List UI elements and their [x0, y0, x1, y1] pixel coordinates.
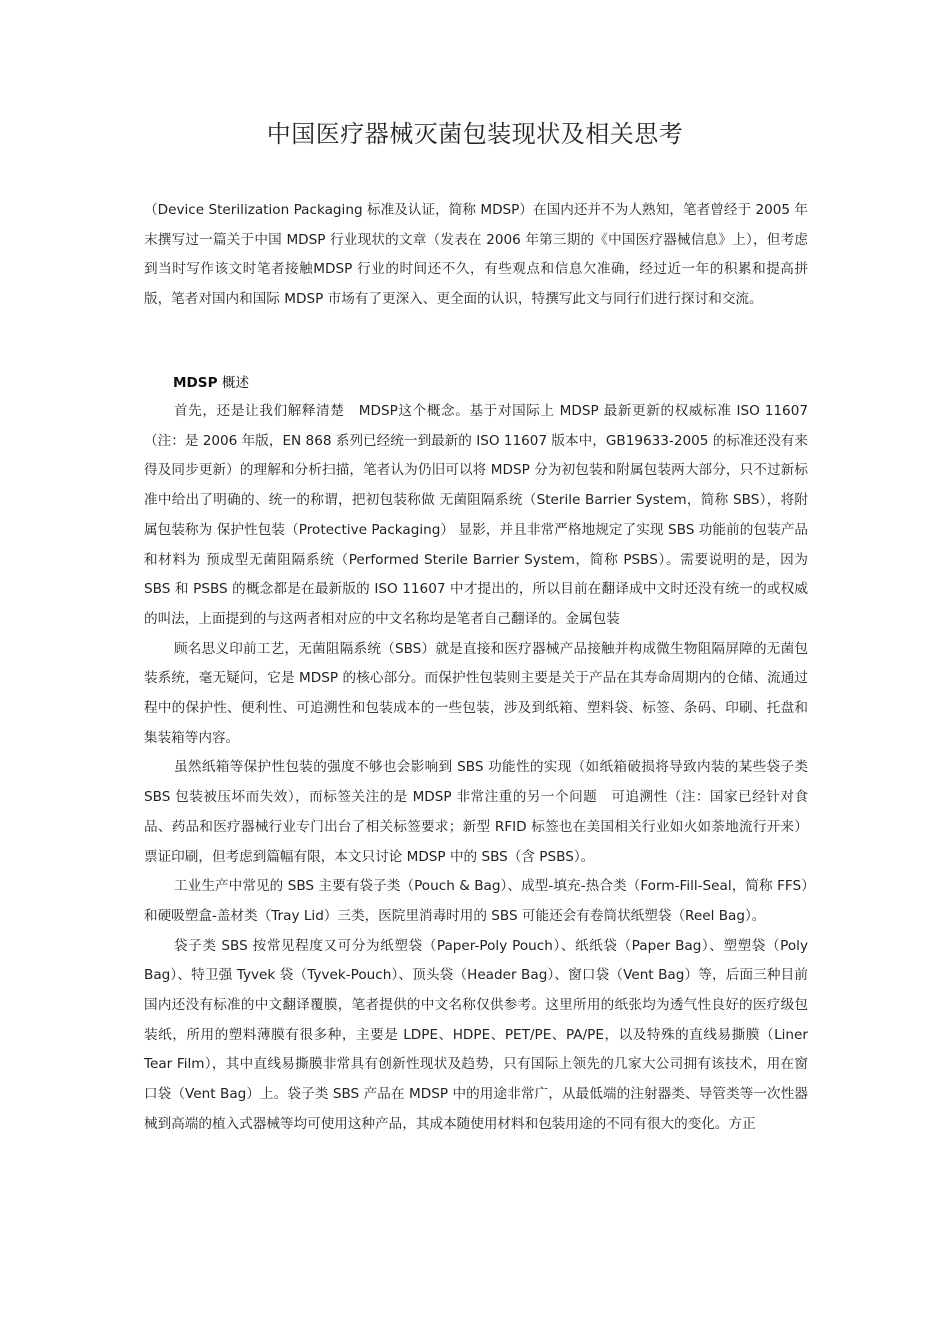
section-heading: [173, 369, 249, 397]
section-heading-bold: MDSP: [173, 375, 218, 391]
body-paragraph-2: 顾名思义印前工艺，无菌阻隔系统（SBS）就是直接和医疗器械产品接触并构成微生物阻隔屏障的无菌包装系统，毫无疑问，它是 MDSP 的核心部分。而保护性包装则主要是关于产品在其寿命周期内的仓储、流通过程中的保护性、便利性、可追溯性和包装成本的一些包装，涉及到纸箱、塑料袋、标签、条码、印刷、托盘和集装箱等内容。: [144, 640, 808, 746]
body-paragraph-1: 首先，还是让我们解释清楚 MDSP这个概念。基于对国际上 MDSP 最新更新的权威标准 ISO 11607（注：是 2006 年版，EN 868 系列已经统一到最新的 ISO 11607 版本中，GB19633-2005 的标准还没有来得及同步更新）的理解和分析扫描，笔者认为仍旧可以将 MDSP 分为初包装和附属包装两大部分，只不过新标准中给出了明确的、统一的称谓，把初包装称做 无菌阻隔系统（Sterile Barrier System，简称 SBS），将附属包装称为 保护性包装（Protective Packaging） 显影，并且非常严格地规定了实现 SBS 功能前的包装产品和材料为 预成型无菌阻隔系统（Performed Sterile Barrier System，简称 PSBS）。需要说明的是，因为 SBS 和 PSBS 的概念都是在最新版的 ISO 11607 中才提出的，所以目前在翻译成中文时还没有统一的或权威的叫法，上面提到的与这两者相对应的中文名称均是笔者自己翻译的。金属包装: [144, 403, 808, 627]
intro-paragraph: （Device Sterilization Packaging 标准及认证，简称 MDSP）在国内还并不为人熟知，笔者曾经于 2005 年末撰写过一篇关于中国 MDSP 行业现状的文章（发表在 2006 年第三期的《中国医疗器械信息》上），但考虑到当时写作该文时笔者接触MDSP 行业的时间还不久，有些观点和信息欠准确，经过近一年的积累和提高拼版，笔者对国内和国际 MDSP 市场有了更深入、更全面的认识，特撰写此文与同行们进行探讨和交流。: [144, 202, 808, 308]
body-paragraph-3: 虽然纸箱等保护性包装的强度不够也会影响到 SBS 功能性的实现（如纸箱破损将导致内装的某些袋子类 SBS 包装被压坏而失效），而标签关注的是 MDSP 非常注重的另一个问题 可追溯性（注：国家已经针对食品、药品和医疗器械行业专门出台了相关标签要求；新型 RFID 标签也在美国相关行业如火如荼地流行开来）票证印刷，但考虑到篇幅有限，本文只讨论 MDSP 中的 SBS（含 PSBS）。: [144, 759, 808, 865]
body-paragraph-5: 袋子类 SBS 按常见程度又可分为纸塑袋（Paper-Poly Pouch）、纸纸袋（Paper Bag）、塑塑袋（Poly Bag）、特卫强 Tyvek 袋（Tyvek-Pouch）、顶头袋（Header Bag）、窗口袋（Vent Bag）等，后面三种目前国内还没有标准的中文翻译覆膜，笔者提供的中文名称仅供参考。这里所用的纸张均为透气性良好的医疗级包装纸，所用的塑料薄膜有很多种，主要是 LDPE、HDPE、PET/PE、PA/PE，以及特殊的直线易撕膜（Liner Tear Film），其中直线易撕膜非常具有创新性现状及趋势，只有国际上领先的几家大公司拥有该技术，用在窗口袋（Vent Bag）上。袋子类 SBS 产品在 MDSP 中的用途非常广，从最低端的注射器类、导管类等一次性器械到高端的植入式器械等均可使用这种产品，其成本随使用材料和包装用途的不同有很大的变化。方正: [144, 937, 808, 1132]
body-paragraph-4: 工业生产中常见的 SBS 主要有袋子类（Pouch & Bag）、成型-填充-热合类（Form-Fill-Seal，简称 FFS）和硬吸塑盒-盖材类（Tray Lid）三类，医院里消毒时用的 SBS 可能还会有卷筒状纸塑袋（Reel Bag）。: [144, 878, 808, 924]
main-body: [144, 397, 808, 1140]
intro-block: [144, 196, 808, 315]
document-title: 中国医疗器械灭菌包装现状及相关思考: [266, 120, 684, 148]
section-heading-text: 概述: [217, 375, 250, 391]
